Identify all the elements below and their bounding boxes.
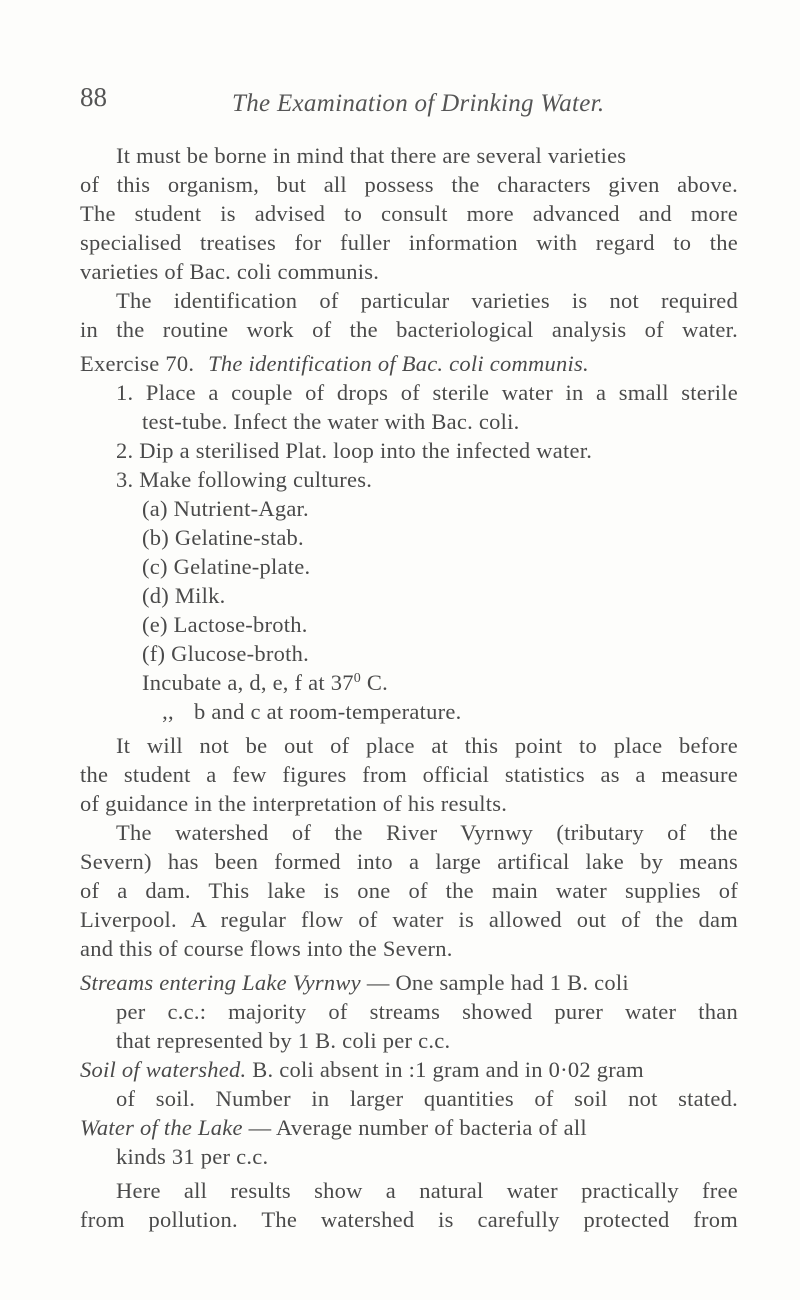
- running-title: The Examination of Drinking Water.: [232, 90, 605, 117]
- intro-line-4: specialised treatises for fuller information with regard to the: [80, 230, 738, 255]
- ditto-mark: ,,: [162, 699, 174, 724]
- streams-line-2: per c.c.: majority of streams showed purer water than: [116, 999, 738, 1024]
- culture-d: (d) Milk.: [142, 583, 226, 608]
- degree-mark: 0: [353, 671, 362, 686]
- intro-line-5: varieties of Bac. coli communis.: [80, 259, 380, 284]
- intro-line-1: It must be borne in mind that there are several varieties: [116, 143, 627, 168]
- body-p2-line-4: Liverpool. A regular flow of water is allowed out of the dam: [80, 907, 738, 932]
- exercise-heading: [80, 353, 589, 376]
- water-label: Water of the Lake: [80, 1115, 243, 1140]
- body-p2-line-1: The watershed of the River Vyrnwy (tributary of the: [116, 820, 738, 845]
- water-line-2: kinds 31 per c.c.: [116, 1144, 269, 1169]
- incubate-line-2: ,, b and c at room-temperature.: [142, 701, 462, 724]
- exercise-label: Exercise 70.: [80, 351, 195, 376]
- intro-line-2: of this organism, but all possess the characters given above.: [80, 172, 738, 197]
- step-1-line-1: 1. Place a couple of drops of sterile water in a small sterile: [116, 380, 738, 405]
- closing-line-1: Here all results show a natural water practically free: [116, 1178, 738, 1203]
- body-p2-line-3: of a dam. This lake is one of the main water supplies of: [80, 878, 738, 903]
- intro-line-7: in the routine work of the bacteriological analysis of water.: [80, 317, 738, 342]
- body-p1-line-3: of guidance in the interpretation of his results.: [80, 791, 508, 816]
- culture-a: (a) Nutrient-Agar.: [142, 496, 309, 521]
- soil-line-1: Soil of watershed. B. coli absent in :1 gram and in 0·02 gram: [80, 1057, 644, 1082]
- exercise-title: The identification of Bac. coli communis.: [208, 351, 589, 376]
- streams-label: Streams entering Lake Vyrnwy: [80, 970, 361, 995]
- culture-c: (c) Gelatine-plate.: [142, 554, 311, 579]
- closing-line-2: from pollution. The watershed is carefully protected from: [80, 1207, 738, 1232]
- soil-line-2: of soil. Number in larger quantities of soil not stated.: [116, 1086, 738, 1111]
- step-3: 3. Make following cultures.: [116, 467, 373, 492]
- culture-e: (e) Lactose-broth.: [142, 612, 308, 637]
- step-1-line-2: test-tube. Infect the water with Bac. coli.: [142, 409, 520, 434]
- incubate-line-1: Incubate a, d, e, f at $37^0$ C.: [142, 670, 389, 695]
- water-line-1: Water of the Lake — Average number of bacteria of all: [80, 1115, 587, 1140]
- streams-line-3: that represented by 1 B. coli per c.c.: [116, 1028, 451, 1053]
- soil-label: Soil of watershed.: [80, 1057, 247, 1082]
- page-number: 88: [80, 82, 107, 112]
- intro-line-3: The student is advised to consult more advanced and more: [80, 201, 738, 226]
- body-p1-line-1: It will not be out of place at this point to place before: [116, 733, 738, 758]
- culture-f: (f) Glucose-broth.: [142, 641, 309, 666]
- body-p2-line-5: and this of course flows into the Severn.: [80, 936, 453, 961]
- body-p1-line-2: the student a few figures from official statistics as a measure: [80, 762, 738, 787]
- culture-b: (b) Gelatine-stab.: [142, 525, 304, 550]
- step-2: 2. Dip a sterilised Plat. loop into the infected water.: [116, 438, 593, 463]
- intro-line-6: The identification of particular varieties is not required: [116, 288, 738, 313]
- streams-line-1: Streams entering Lake Vyrnwy — One sample had 1 B. coli: [80, 970, 629, 995]
- body-p2-line-2: Severn) has been formed into a large artifical lake by means: [80, 849, 738, 874]
